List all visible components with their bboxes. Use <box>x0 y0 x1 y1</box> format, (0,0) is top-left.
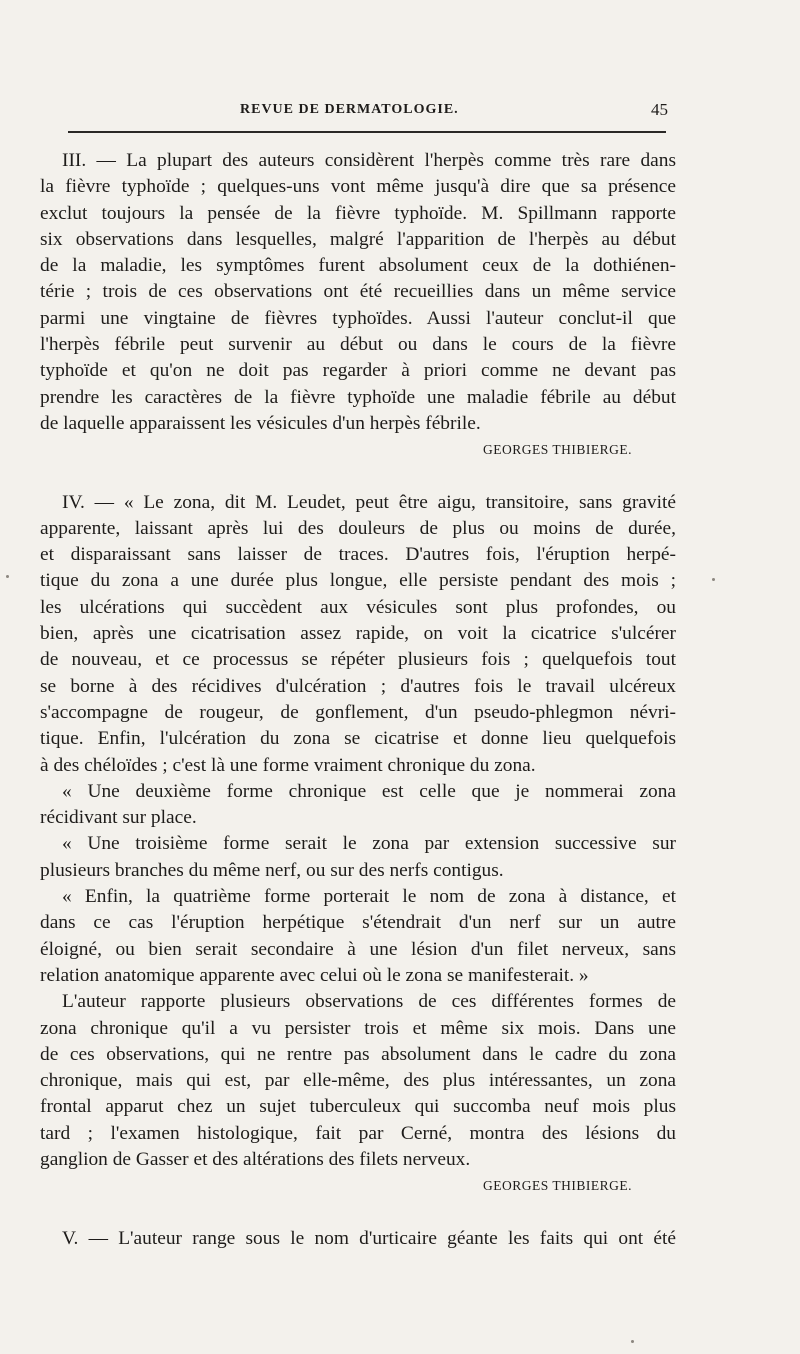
text-line: plusieurs branches du même nerf, ou sur des nerfs contigus. <box>40 859 504 881</box>
section-spacer <box>40 464 676 490</box>
header-rule <box>68 131 666 133</box>
text-line: « Enfin, la quatrième forme porterait le nom de zona à distance, et <box>62 886 676 908</box>
text-line: exclut toujours la pensée de la fièvre typhoïde. M. Spillmann rapporte <box>40 202 676 224</box>
margin-speck <box>631 1340 634 1343</box>
section-v <box>40 1226 676 1252</box>
text-line: apparente, laissant après lui des douleurs de plus ou moins de durée, <box>40 517 676 539</box>
body-text <box>40 148 676 1252</box>
text-line: à des chéloïdes ; c'est là une forme vraiment chronique du zona. <box>40 754 536 776</box>
text-line: de ces observations, qui ne rentre pas absolument dans le cadre du zona <box>40 1043 676 1065</box>
text-line: de laquelle apparaissent les vésicules d'un herpès fébrile. <box>40 412 481 434</box>
text-line: prendre les caractères de la fièvre typhoïde une maladie fébrile au début <box>40 386 676 408</box>
text-line: zona chronique qu'il a vu persister trois et même six mois. Dans une <box>40 1017 676 1039</box>
text-line: l'herpès fébrile peut survenir au début ou dans le cours de la fièvre <box>40 334 676 356</box>
text-line: parmi une vingtaine de fièvres typhoïdes. Aussi l'auteur conclut-il que <box>40 307 676 329</box>
text-line: V. — L'auteur range sous le nom d'urticaire géante les faits qui ont été <box>62 1227 676 1249</box>
text-line: de nouveau, et ce processus se répéter plusieurs fois ; quelquefois tout <box>40 649 676 671</box>
text-line: frontal apparut chez un sujet tuberculeux qui succomba neuf mois plus <box>40 1096 676 1118</box>
text-line: tard ; l'examen histologique, fait par Cerné, montra des lésions du <box>40 1122 676 1144</box>
text-line: « Une deuxième forme chronique est celle que je nommerai zona <box>62 780 676 802</box>
text-line: s'accompagne de rougeur, de gonflement, d'un pseudo-phlegmon névri- <box>40 701 676 723</box>
section-iv <box>40 490 676 1200</box>
text-line: tique du zona a une durée plus longue, elle persiste pendant des mois ; <box>40 570 676 592</box>
signature: GEORGES THIBIERGE. <box>483 442 632 458</box>
text-line: L'auteur rapporte plusieurs observations de ces différentes formes de <box>62 991 676 1013</box>
text-line: IV. — « Le zona, dit M. Leudet, peut être aigu, transitoire, sans gravité <box>62 491 676 513</box>
text-line: se borne à des récidives d'ulcération ; d'autres fois le travail ulcéreux <box>40 675 676 697</box>
text-line: « Une troisième forme serait le zona par extension successive sur <box>62 833 676 855</box>
text-line: de la maladie, les symptômes furent absolument ceux de la dothiénen- <box>40 255 676 277</box>
running-head: REVUE DE DERMATOLOGIE. <box>240 102 459 117</box>
section-spacer <box>40 1200 676 1226</box>
text-line: les ulcérations qui succèdent aux vésicules sont plus profondes, ou <box>40 596 676 618</box>
text-line: typhoïde et qu'on ne doit pas regarder à priori comme ne devant pas <box>40 360 676 382</box>
text-line: ganglion de Gasser et des altérations des filets nerveux. <box>40 1148 471 1170</box>
text-line: chronique, mais qui est, par elle-même, des plus intéressantes, un zona <box>40 1070 676 1092</box>
text-line: six observations dans lesquelles, malgré l'apparition de l'herpès au début <box>40 228 676 250</box>
page-number: 45 <box>651 100 668 119</box>
text-line: éloigné, ou bien serait secondaire à une lésion d'un filet nerveux, sans <box>40 938 676 960</box>
text-line: III. — La plupart des auteurs considèrent l'herpès comme très rare dans <box>62 150 676 171</box>
text-line: la fièvre typhoïde ; quelques-uns vont même jusqu'à dire que sa présence <box>40 176 676 198</box>
signature: GEORGES THIBIERGE. <box>483 1178 632 1194</box>
margin-speck <box>6 575 9 578</box>
text-line: relation anatomique apparente avec celui où le zona se manifesterait. » <box>40 964 589 986</box>
section-iii <box>40 148 676 464</box>
text-line: récidivant sur place. <box>40 807 197 829</box>
text-line: et disparaissant sans laisser de traces. D'autres fois, l'éruption herpé- <box>40 544 676 566</box>
margin-speck <box>712 578 715 581</box>
text-line: térie ; trois de ces observations ont été recueillies dans un même service <box>40 281 676 303</box>
text-line: bien, après une cicatrisation assez rapide, on voit la cicatrice s'ulcérer <box>40 623 676 645</box>
text-line: dans ce cas l'éruption herpétique s'étendrait d'un nerf sur un autre <box>40 912 676 934</box>
text-line: tique. Enfin, l'ulcération du zona se cicatrise et donne lieu quelquefois <box>40 728 676 750</box>
